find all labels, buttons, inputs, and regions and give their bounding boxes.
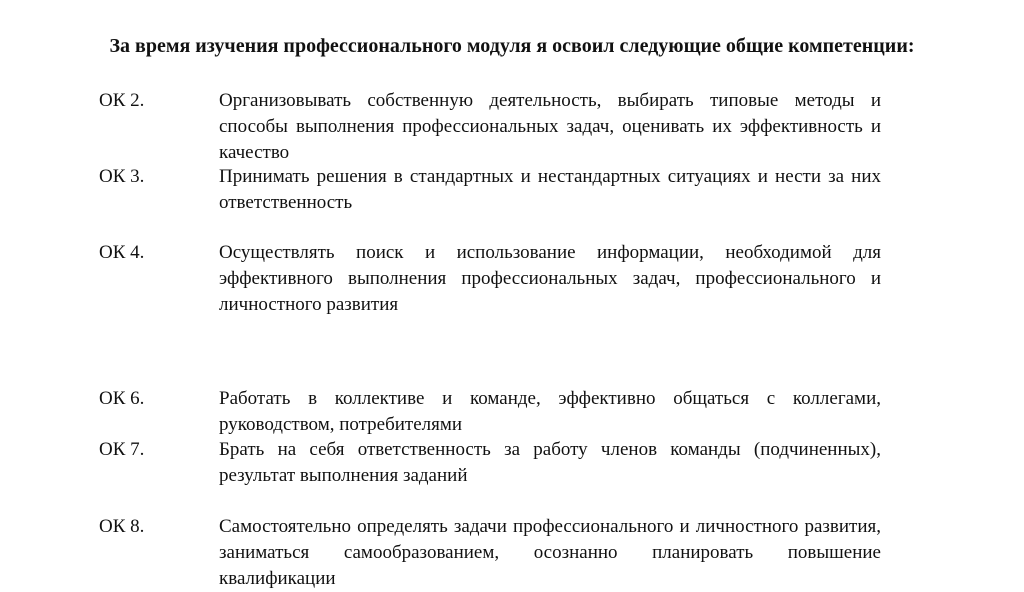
page-title: За время изучения профессионального модуля я освоил следующие общие компетенции: xyxy=(109,35,915,57)
competency-description: Работать в коллективе и команде, эффективно общаться с коллегами, руководством, потребителями xyxy=(219,388,881,435)
competency-code: ОК 6. xyxy=(99,388,145,409)
competency-code: ОК 3. xyxy=(99,166,145,187)
competency-description: Организовывать собственную деятельность, выбирать типовые методы и способы выполнения профессиональных задач, оценивать их эффективность и качество xyxy=(219,90,881,163)
competency-code: ОК 7. xyxy=(99,439,145,460)
competency-code: ОК 8. xyxy=(99,516,145,537)
competency-code: ОК 4. xyxy=(99,242,145,263)
competency-description: Брать на себя ответственность за работу членов команды (подчиненных), результат выполнения заданий xyxy=(219,439,881,486)
competency-description: Осуществлять поиск и использование информации, необходимой для эффективного выполнения профессиональных задач, профессионального и личностного развития xyxy=(219,242,881,315)
competency-description: Принимать решения в стандартных и нестандартных ситуациях и нести за них ответственность xyxy=(219,166,881,213)
competency-code: ОК 2. xyxy=(99,90,145,111)
competency-description: Самостоятельно определять задачи профессионального и личностного развития, заниматься самообразованием, осознанно планировать повышение квалификации xyxy=(219,516,881,589)
